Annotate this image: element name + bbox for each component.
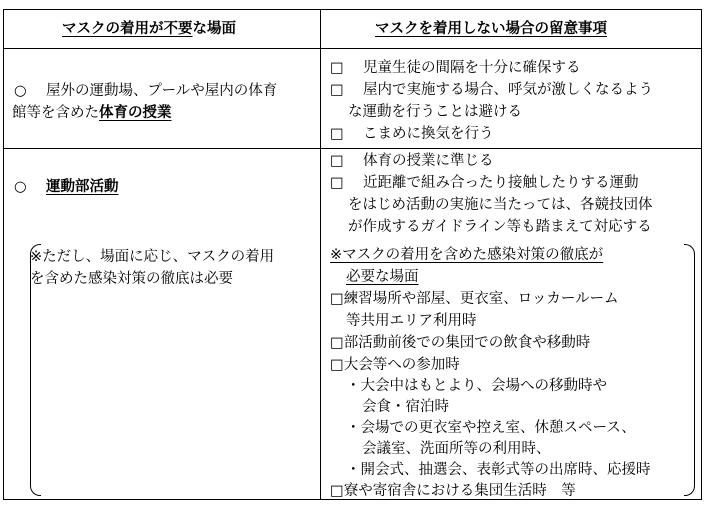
note-item-d: □寮や寄宿舎における集団生活時 等 bbox=[330, 483, 576, 499]
note-item-a-line1: □練習場所や部屋、更衣室、ロッカールーム bbox=[330, 291, 619, 307]
header-left bbox=[62, 20, 236, 38]
row2-item1: 体育の授業に準じる bbox=[363, 153, 494, 169]
row2-item2-line2: をはじめ活動の実施に当たっては、各競技団体 bbox=[348, 197, 653, 213]
header-left-part3: な場面 bbox=[192, 21, 236, 37]
note-item-c3: ・開会式、抽選会、表彰式等の出席時、応援時 bbox=[346, 462, 651, 478]
row1-item2-line2: な運動を行うことは避ける bbox=[348, 104, 522, 120]
row1-check-1: □ bbox=[330, 60, 344, 76]
row2-left-note-line2: を含めた感染対策の徹底は必要 bbox=[30, 271, 233, 287]
row1-left-line2 bbox=[12, 104, 172, 122]
note-title-line2: 必要な場面 bbox=[346, 269, 419, 285]
row2-item2-line1: 近距離で組み合ったり接触したりする運動 bbox=[363, 175, 639, 191]
header-left-emphasis: 不要 bbox=[163, 21, 193, 37]
row1-bullet: ○ bbox=[14, 83, 27, 99]
column-divider bbox=[320, 9, 321, 500]
header-left-part1: マスクの着用が bbox=[62, 21, 164, 37]
note-item-c: □大会等への参加時 bbox=[330, 357, 460, 373]
note-item-c1-line2: 会食・宿泊時 bbox=[362, 399, 449, 415]
row2-check-2: □ bbox=[330, 175, 344, 191]
row2-item2-line3: が作成するガイドライン等も踏まえて対応する bbox=[348, 219, 652, 235]
row1-check-2: □ bbox=[330, 82, 344, 98]
note-item-c2-line2: 会議室、洗面所等の利用時、 bbox=[362, 441, 551, 457]
note-item-c1-line1: ・大会中はもとより、会場への移動時や bbox=[346, 378, 607, 394]
row2-left-note-line1: ※ただし、場面に応じ、マスクの着用 bbox=[30, 249, 275, 265]
row1-left-line2-prefix: 館等を含めた bbox=[12, 105, 99, 121]
note-item-b: □部活動前後での集団での飲食や移動時 bbox=[330, 335, 591, 351]
row1-left-line1: 屋外の運動場、プールや屋内の体育 bbox=[46, 83, 278, 99]
row2-bullet: ○ bbox=[14, 179, 27, 195]
row2-title: 運動部活動 bbox=[46, 179, 119, 195]
row1-item3: こまめに換気を行う bbox=[363, 126, 494, 142]
note-item-a-line2: 等共用エリア利用時 bbox=[346, 313, 477, 329]
row1-left-emphasis: 体育の授業 bbox=[99, 105, 172, 121]
row2-check-1: □ bbox=[330, 153, 344, 169]
note-item-c2-line1: ・会場での更衣室や控え室、休憩スペース、 bbox=[346, 420, 636, 436]
note-title-line1: ※マスクの着用を含めた感染対策の徹底が bbox=[330, 247, 604, 263]
header-right: マスクを着用しない場合の留意事項 bbox=[375, 21, 607, 37]
right-note-bracket bbox=[684, 244, 695, 496]
row1-item1: 児童生徒の間隔を十分に確保する bbox=[363, 60, 581, 76]
row1-check-3: □ bbox=[330, 126, 344, 142]
header-divider bbox=[3, 48, 702, 49]
row-divider bbox=[3, 148, 702, 149]
row1-item2-line1: 屋内で実施する場合、呼気が激しくなるよう bbox=[363, 82, 653, 98]
